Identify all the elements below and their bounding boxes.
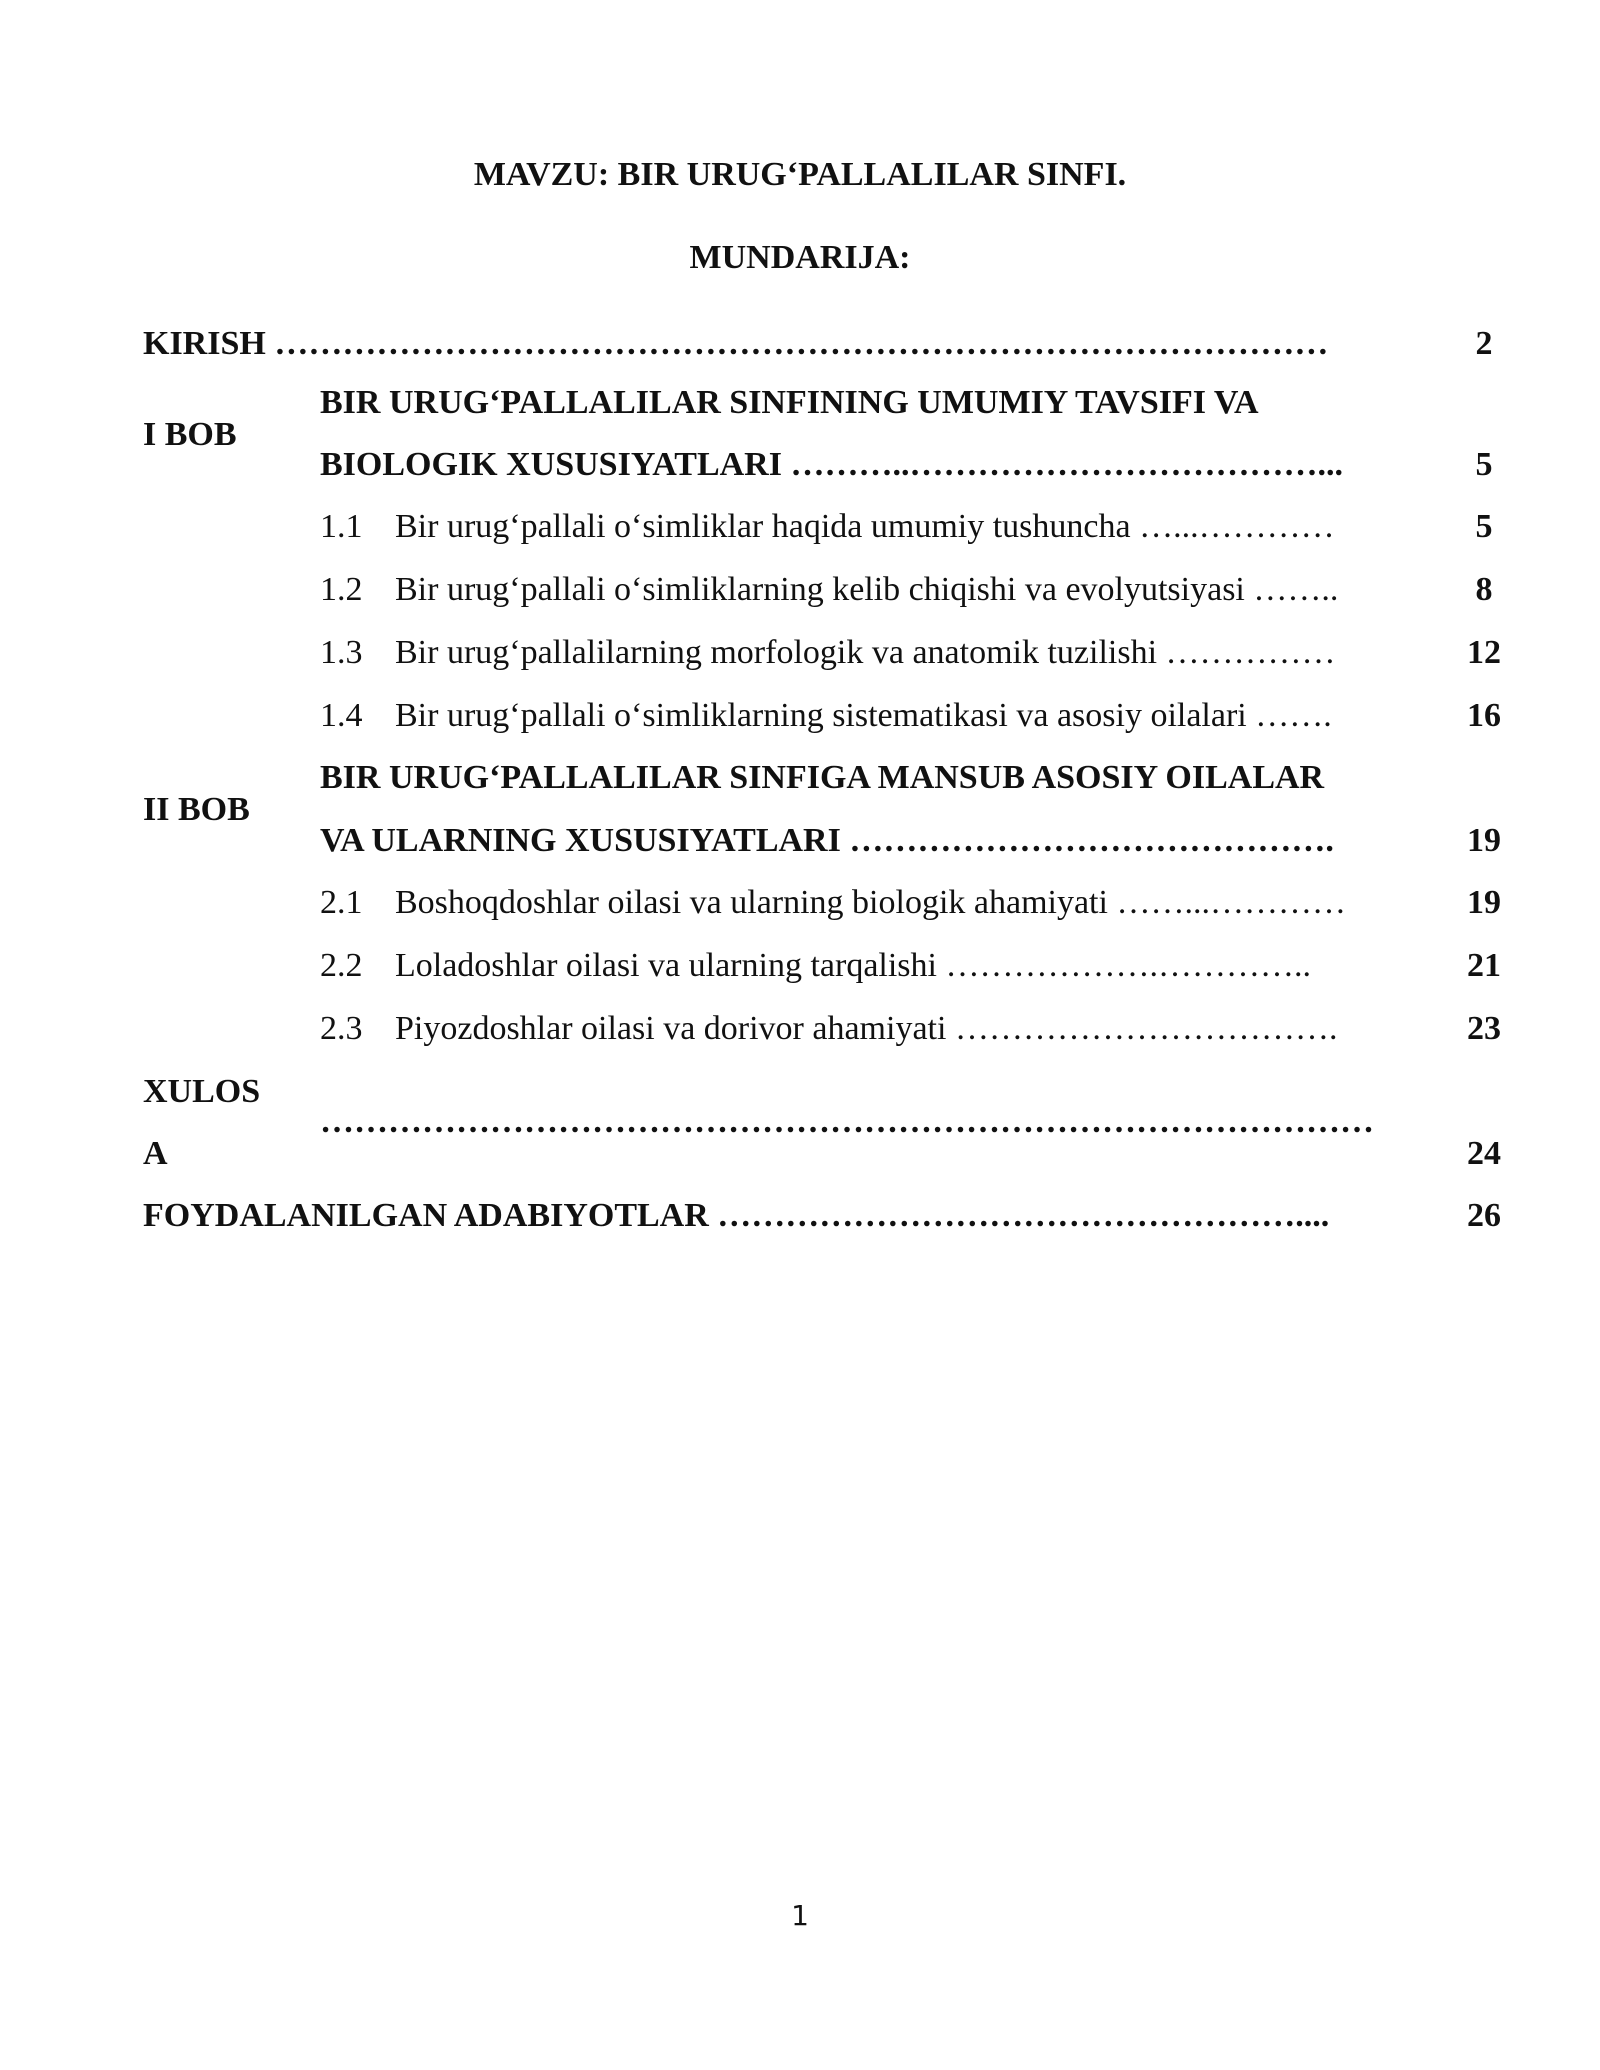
section-number: 2.3 — [320, 1010, 363, 1047]
section-number: 2.1 — [320, 884, 363, 921]
section-page: 8 — [1475, 571, 1493, 608]
section-number: 1.2 — [320, 571, 363, 608]
section-page: 5 — [1475, 508, 1493, 545]
chapter-title-2-line2: VA ULARNING XUSUSIYATLARI ……………………………………. — [320, 822, 1334, 859]
section-page: 21 — [1467, 947, 1501, 984]
section-page: 12 — [1467, 634, 1501, 671]
section-number: 1.1 — [320, 508, 363, 545]
conclusion-page: 24 — [1467, 1135, 1501, 1172]
page-number: 1 — [791, 1899, 809, 1932]
section-title: Loladoshlar oilasi va ularning tarqalishi ……………….………….. — [395, 947, 1311, 984]
toc-page-introduction: 2 — [1475, 325, 1493, 362]
contents-heading: MUNDARIJA: — [689, 239, 911, 276]
section-page: 19 — [1467, 884, 1501, 921]
conclusion-label-line1: XULOS — [143, 1073, 261, 1110]
chapter-label-2: II BOB — [143, 791, 250, 828]
topic-title: MAVZU: BIR URUG‘PALLALILAR SINFI. — [473, 156, 1127, 193]
section-number: 1.3 — [320, 634, 363, 671]
section-page: 23 — [1467, 1010, 1501, 1047]
toc-page-references: 26 — [1467, 1197, 1501, 1234]
chapter-page-1: 5 — [1475, 446, 1493, 483]
section-number: 1.4 — [320, 697, 363, 734]
section-title: Bir urug‘pallalilarning morfologik va anatomik tuzilishi …………… — [395, 634, 1336, 671]
chapter-page-2: 19 — [1467, 822, 1501, 859]
section-title: Bir urug‘pallali o‘simliklar haqida umumiy tushuncha …...………… — [395, 508, 1335, 545]
section-number: 2.2 — [320, 947, 363, 984]
chapter-title-1-line1: BIR URUG‘PALLALILAR SINFINING UMUMIY TAVSIFI VA — [320, 384, 1259, 421]
chapter-title-2-line1: BIR URUG‘PALLALILAR SINFIGA MANSUB ASOSIY OILALAR — [320, 759, 1325, 796]
section-title: Piyozdoshlar oilasi va dorivor ahamiyati ……………………………. — [395, 1010, 1338, 1047]
section-title: Bir urug‘pallali o‘simliklarning kelib chiqishi va evolyutsiyasi …….. — [395, 571, 1339, 608]
chapter-title-1-line2: BIOLOGIK XUSUSIYATLARI ………..………………………………... — [320, 446, 1343, 483]
section-page: 16 — [1467, 697, 1501, 734]
section-title: Boshoqdoshlar oilasi va ularning biologik ahamiyati ……...………… — [395, 884, 1346, 921]
toc-entry-introduction: KIRISH ………………………………………………………………………………… — [143, 325, 1329, 362]
toc-entry-references: FOYDALANILGAN ADABIYOTLAR …………………………………………….... — [143, 1197, 1330, 1234]
conclusion-label-line2: A — [143, 1135, 168, 1172]
section-title: Bir urug‘pallali o‘simliklarning sistematikasi va asosiy oilalari ……. — [395, 697, 1332, 734]
chapter-label-1: I BOB — [143, 416, 237, 453]
conclusion-leader-dots: ………………………………………………………………………………… — [320, 1103, 1374, 1140]
